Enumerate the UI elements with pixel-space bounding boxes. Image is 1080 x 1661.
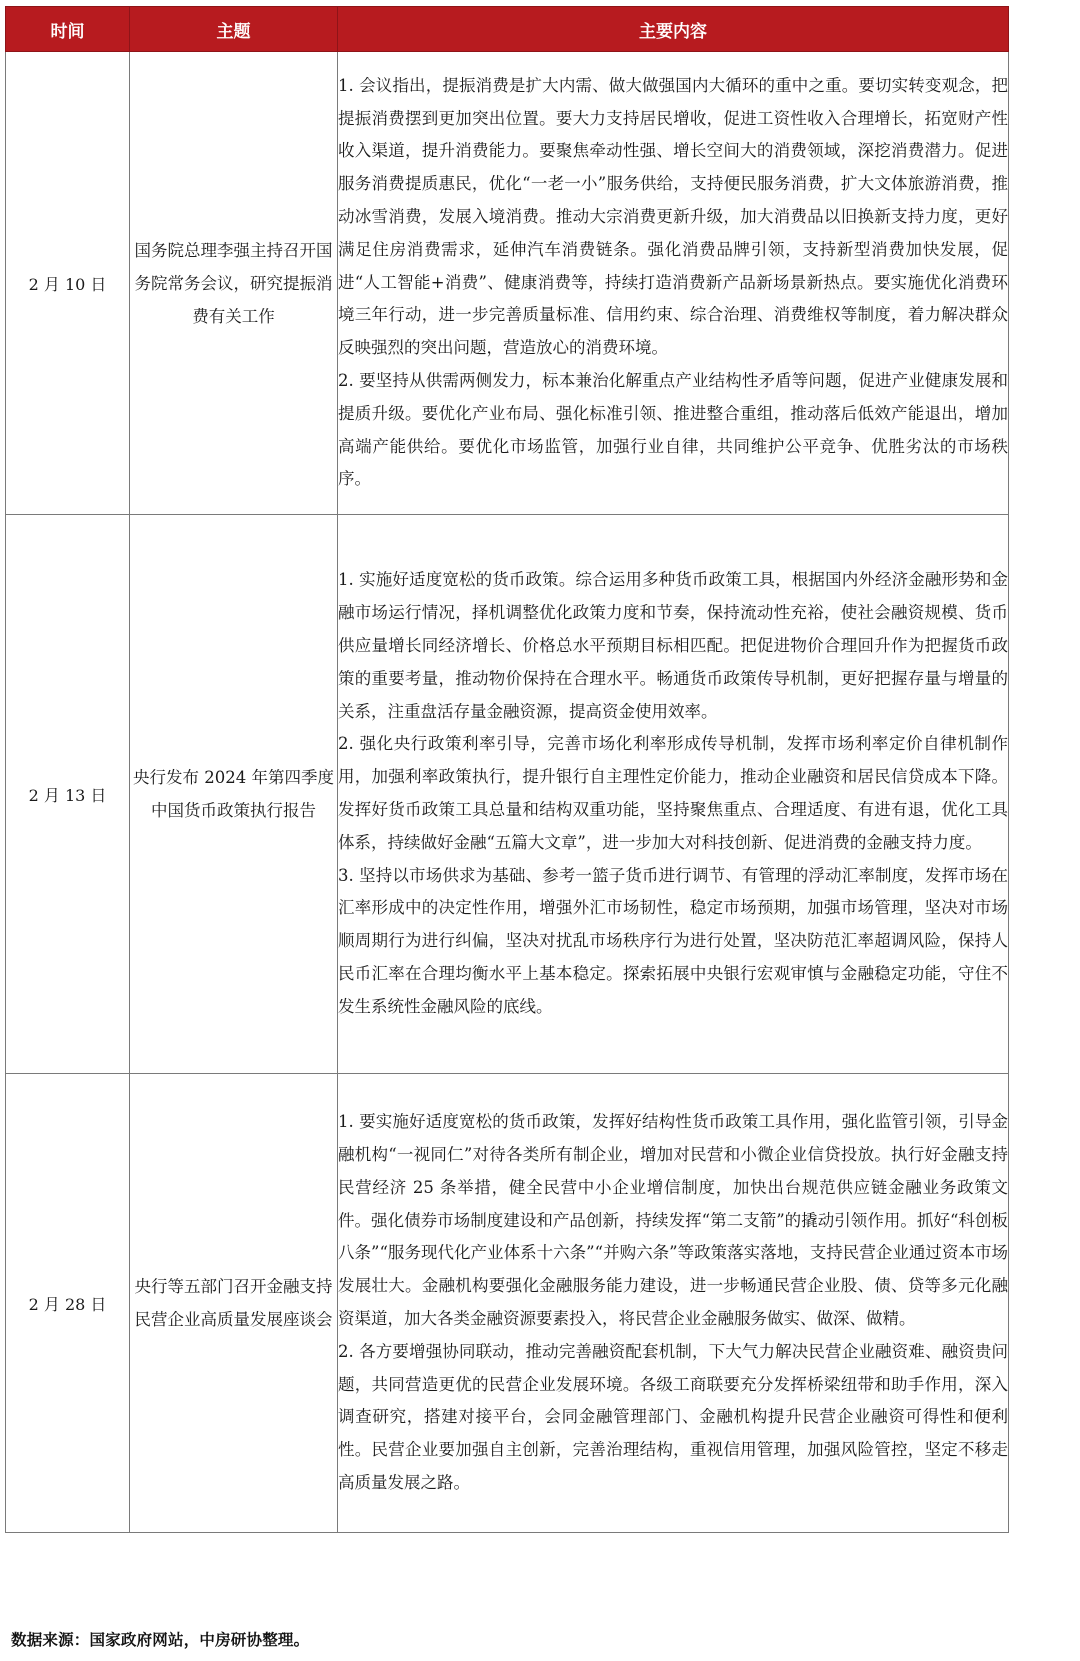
column-header-content: 主要内容 [338,7,1009,52]
row-topic: 央行发布 2024 年第四季度中国货币政策执行报告 [130,515,338,1074]
table-row [6,52,1009,515]
row-content [338,515,1009,1074]
content-item: 2. 各方要增强协同联动，推动完善融资配套机制，下大气力解决民营企业融资难、融资贵问题，共同营造更优的民营企业发展环境。各级工商联要充分发挥桥梁纽带和助手作用，深入调查研究，搭建对接平台，会同金融管理部门、金融机构提升民营企业融资可得性和便利性。民营企业要加强自主创新，完善治理结构，重视信用管理，加强风险管控，坚定不移走高质量发展之路。 [338,1341,1008,1492]
row-topic: 国务院总理李强主持召开国务院常务会议，研究提振消费有关工作 [130,52,338,515]
row-date: 2 月 10 日 [6,52,130,515]
table-header-row [6,7,1009,52]
content-item: 1. 会议指出，提振消费是扩大内需、做大做强国内大循环的重中之重。要切实转变观念，把提振消费摆到更加突出位置。要大力支持居民增收，促进工资性收入合理增长，拓宽财产性收入渠道，提升消费能力。要聚焦牵动性强、增长空间大的消费领域，深挖消费潜力。促进服务消费提质惠民，优化“一老一小”服务供给，支持便民服务消费，扩大文体旅游消费，推动冰雪消费，发展入境消费。推动大宗消费更新升级，加大消费品以旧换新支持力度，更好满足住房消费需求，延伸汽车消费链条。强化消费品牌引领，支持新型消费加快发展，促进“人工智能+消费”、健康消费等，持续打造消费新产品新场景新热点。要实施优化消费环境三年行动，进一步完善质量标准、信用约束、综合治理、消费维权等制度，着力解决群众反映强烈的突出问题，营造放心的消费环境。 [338,75,1008,358]
policy-table [5,6,1009,1533]
row-date: 2 月 28 日 [6,1074,130,1533]
content-item: 1. 实施好适度宽松的货币政策。综合运用多种货币政策工具，根据国内外经济金融形势和金融市场运行情况，择机调整优化政策力度和节奏，保持流动性充裕，使社会融资规模、货币供应量增长同经济增长、价格总水平预期目标相匹配。把促进物价合理回升作为把握货币政策的重要考量，推动物价保持在合理水平。畅通货币政策传导机制，更好把握存量与增量的关系，注重盘活存量金融资源，提高资金使用效率。 [338,570,1008,721]
content-item: 2. 要坚持从供需两侧发力，标本兼治化解重点产业结构性矛盾等问题，促进产业健康发展和提质升级。要优化产业布局、强化标准引领、推进整合重组，推动落后低效产能退出，增加高端产能供给。要优化市场监管，加强行业自律，共同维护公平竞争、优胜劣汰的市场秩序。 [338,370,1008,489]
table-row [6,515,1009,1074]
column-header-time: 时间 [6,7,130,52]
column-header-topic: 主题 [130,7,338,52]
row-content [338,1074,1009,1533]
row-content [338,52,1009,515]
content-item: 1. 要实施好适度宽松的货币政策，发挥好结构性货币政策工具作用，强化监管引领，引导金融机构“一视同仁”对待各类所有制企业，增加对民营和小微企业信贷投放。执行好金融支持民营经济 25 条举措，健全民营中小企业增信制度，加快出台规范供应链金融业务政策文件。强化债券市场制度建设和产品创新，持续发挥“第二支箭”的撬动引领作用。抓好“科创板八条”“服务现代化产业体系十六条”“并购六条”等政策落实落地，支持民营企业通过资本市场发展壮大。金融机构要强化金融服务能力建设，进一步畅通民营企业股、债、贷等多元化融资渠道，加大各类金融资源要素投入，将民营企业金融服务做实、做深、做精。 [338,1112,1008,1328]
content-item: 2. 强化央行政策利率引导，完善市场化利率形成传导机制，发挥市场利率定价自律机制作用，加强利率政策执行，提升银行自主理性定价能力，推动企业融资和居民信贷成本下降。发挥好货币政策工具总量和结构双重功能，坚持聚焦重点、合理适度、有进有退，优化工具体系，持续做好金融“五篇大文章”，进一步加大对科技创新、促进消费的金融支持力度。 [338,734,1008,852]
row-topic: 央行等五部门召开金融支持民营企业高质量发展座谈会 [130,1074,338,1533]
row-date: 2 月 13 日 [6,515,130,1074]
table-row [6,1074,1009,1533]
content-item: 3. 坚持以市场供求为基础、参考一篮子货币进行调节、有管理的浮动汇率制度，发挥市场在汇率形成中的决定性作用，增强外汇市场韧性，稳定市场预期，加强市场管理，坚决对市场顺周期行为进行纠偏，坚决对扰乱市场秩序行为进行处置，坚决防范汇率超调风险，保持人民币汇率在合理均衡水平上基本稳定。探索拓展中央银行宏观审慎与金融稳定功能，守住不发生系统性金融风险的底线。 [338,865,1008,1016]
source-note: 数据来源：国家政府网站，中房研协整理。 [11,1631,310,1649]
